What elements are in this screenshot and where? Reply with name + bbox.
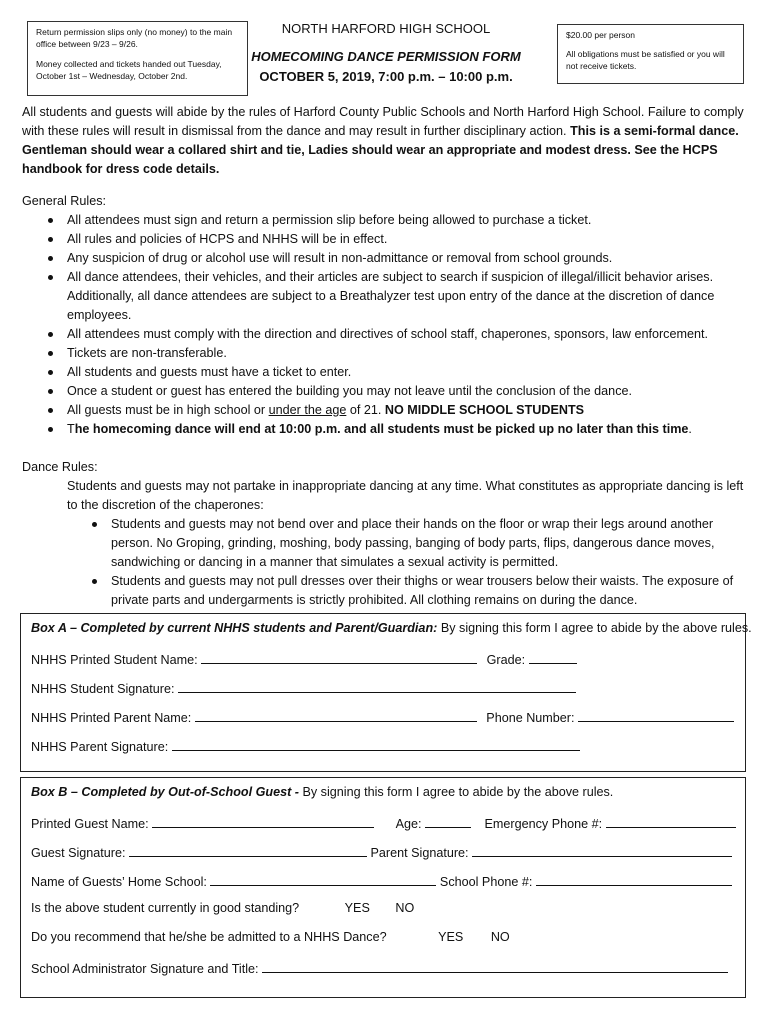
home-school-label: Name of Guests’ Home School:: [31, 875, 207, 889]
recommend-row: [31, 930, 510, 944]
admin-signature-label: School Administrator Signature and Title:: [31, 962, 259, 976]
phone-number-field[interactable]: [578, 708, 734, 722]
parent-name-row: [31, 708, 734, 725]
admin-signature-row: [31, 959, 728, 976]
box-a-title: Box A – Completed by current NHHS students and Parent/Guardian: By signing this form I agree to abide by the above rules.: [31, 621, 752, 635]
intro-paragraph: [22, 103, 750, 179]
good-standing-question: Is the above student currently in good standing?: [31, 901, 300, 915]
student-signature-row: [31, 679, 576, 696]
guest-name-field[interactable]: [152, 814, 374, 828]
left-note-box: [27, 21, 248, 96]
home-school-row: [31, 872, 732, 889]
list-item: Tickets are non-transferable.: [22, 344, 750, 363]
guest-signature-label: Guest Signature:: [31, 846, 126, 860]
guest-parent-signature-label: Parent Signature:: [370, 846, 469, 860]
form-title: HOMECOMING DANCE PERMISSION FORM: [251, 49, 521, 64]
phone-number-label: Phone Number:: [486, 711, 575, 725]
home-school-field[interactable]: [210, 872, 436, 886]
good-standing-yes[interactable]: YES: [344, 901, 370, 915]
student-name-field[interactable]: [201, 650, 477, 664]
ticket-price: $20.00 per person: [566, 30, 635, 40]
good-standing-no[interactable]: NO: [395, 901, 415, 915]
emergency-phone-field[interactable]: [606, 814, 736, 828]
general-rules-heading: General Rules:: [22, 194, 106, 208]
parent-signature-label: NHHS Parent Signature:: [31, 740, 169, 754]
box-a-students: [20, 613, 752, 772]
parent-signature-field[interactable]: [172, 737, 580, 751]
grade-label: Grade:: [486, 653, 526, 667]
age-label: Age:: [395, 817, 422, 831]
grade-field[interactable]: [529, 650, 577, 664]
dance-rules-section: [22, 458, 750, 610]
guest-signature-field[interactable]: [129, 843, 367, 857]
event-date-time: OCTOBER 5, 2019, 7:00 p.m. – 10:00 p.m.: [259, 69, 513, 84]
list-item: All rules and policies of HCPS and NHHS will be in effect.: [22, 230, 750, 249]
list-item: All attendees must sign and return a permission slip before being allowed to purchase a ticket.: [22, 211, 750, 230]
right-note-box: [557, 24, 744, 84]
list-item-end-time: The homecoming dance will end at 10:00 p.m. and all students must be picked up no later than this time.: [22, 420, 750, 439]
list-item: All students and guests must have a ticket to enter.: [22, 363, 750, 382]
recommend-question: Do you recommend that he/she be admitted to a NHHS Dance?: [31, 930, 387, 944]
recommend-yes[interactable]: YES: [438, 930, 464, 944]
student-signature-field[interactable]: [178, 679, 576, 693]
money-collection-note: Money collected and tickets handed out Tuesday, October 1st – Wednesday, October 2nd.: [36, 59, 222, 81]
list-item: Any suspicion of drug or alcohol use will result in non-admittance or removal from school grounds.: [22, 249, 750, 268]
list-item: All dance attendees, their vehicles, and their articles are subject to search if suspicion of illegal/illicit behavior arises. Additionally, all dance attendees are subject to a Breathalyzer test upon entry of the dance at the discretion of dance employees.: [22, 268, 750, 325]
header: [250, 20, 522, 86]
general-rules-list: [22, 211, 750, 439]
guest-parent-signature-field[interactable]: [472, 843, 732, 857]
obligations-note: All obligations must be satisfied or you will not receive tickets.: [566, 49, 725, 71]
list-item: Once a student or guest has entered the building you may not leave until the conclusion of the dance.: [22, 382, 750, 401]
student-signature-label: NHHS Student Signature:: [31, 682, 175, 696]
guest-name-label: Printed Guest Name:: [31, 817, 149, 831]
dance-rules-list: [22, 515, 750, 610]
student-name-label: NHHS Printed Student Name:: [31, 653, 198, 667]
age-field[interactable]: [425, 814, 471, 828]
parent-name-field[interactable]: [195, 708, 477, 722]
return-slips-note: Return permission slips only (no money) to the main office between 9/23 – 9/26.: [36, 27, 233, 49]
parent-signature-row: [31, 737, 580, 754]
list-item: Students and guests may not bend over and place their hands on the floor or wrap their legs around another person. No Groping, grinding, moshing, body passing, banging of body parts, flips, dangerous dance moves, sandwiching or dancing in a manner that simulates a sexual activity is permitted.: [67, 515, 750, 572]
good-standing-row: [31, 901, 414, 915]
guest-name-row: [31, 814, 736, 831]
parent-name-label: NHHS Printed Parent Name:: [31, 711, 192, 725]
dance-rules-heading: Dance Rules:: [22, 460, 98, 474]
box-b-title: Box B – Completed by Out-of-School Guest - By signing this form I agree to abide by the above rules.: [31, 785, 614, 799]
school-name: NORTH HARFORD HIGH SCHOOL: [281, 21, 491, 36]
box-b-guests: [20, 777, 746, 998]
list-item: Students and guests may not pull dresses over their thighs or wear trousers below their waists. The exposure of private parts and undergarments is strictly prohibited. All clothing remains on during the dance.: [67, 572, 750, 610]
admin-signature-field[interactable]: [262, 959, 728, 973]
guest-signature-row: [31, 843, 732, 860]
intro-rules-text: All students and guests will abide by the rules of Harford County Public Schools and North Harford High School. Failure to comply with these rules will result in dismissal from the dance and may result in further disciplinary action.: [22, 105, 744, 138]
school-phone-label: School Phone #:: [439, 875, 533, 889]
recommend-no[interactable]: NO: [490, 930, 510, 944]
student-name-row: [31, 650, 577, 667]
general-rules-section: [22, 192, 750, 439]
dress-code-text: This is a semi-formal dance. Gentleman should wear a collared shirt and tie, Ladies should wear an appropriate and modest dress. See the HCPS handbook for dress code details.: [22, 124, 739, 176]
dance-rules-intro: Students and guests may not partake in inappropriate dancing at any time. What constitutes as appropriate dancing is left to the discretion of the chaperones:: [67, 479, 744, 512]
list-item: All attendees must comply with the direction and directives of school staff, chaperones, sponsors, law enforcement.: [22, 325, 750, 344]
emergency-phone-label: Emergency Phone #:: [484, 817, 603, 831]
list-item-guests-age: All guests must be in high school or under the age of 21. NO MIDDLE SCHOOL STUDENTS: [22, 401, 750, 420]
school-phone-field[interactable]: [536, 872, 732, 886]
